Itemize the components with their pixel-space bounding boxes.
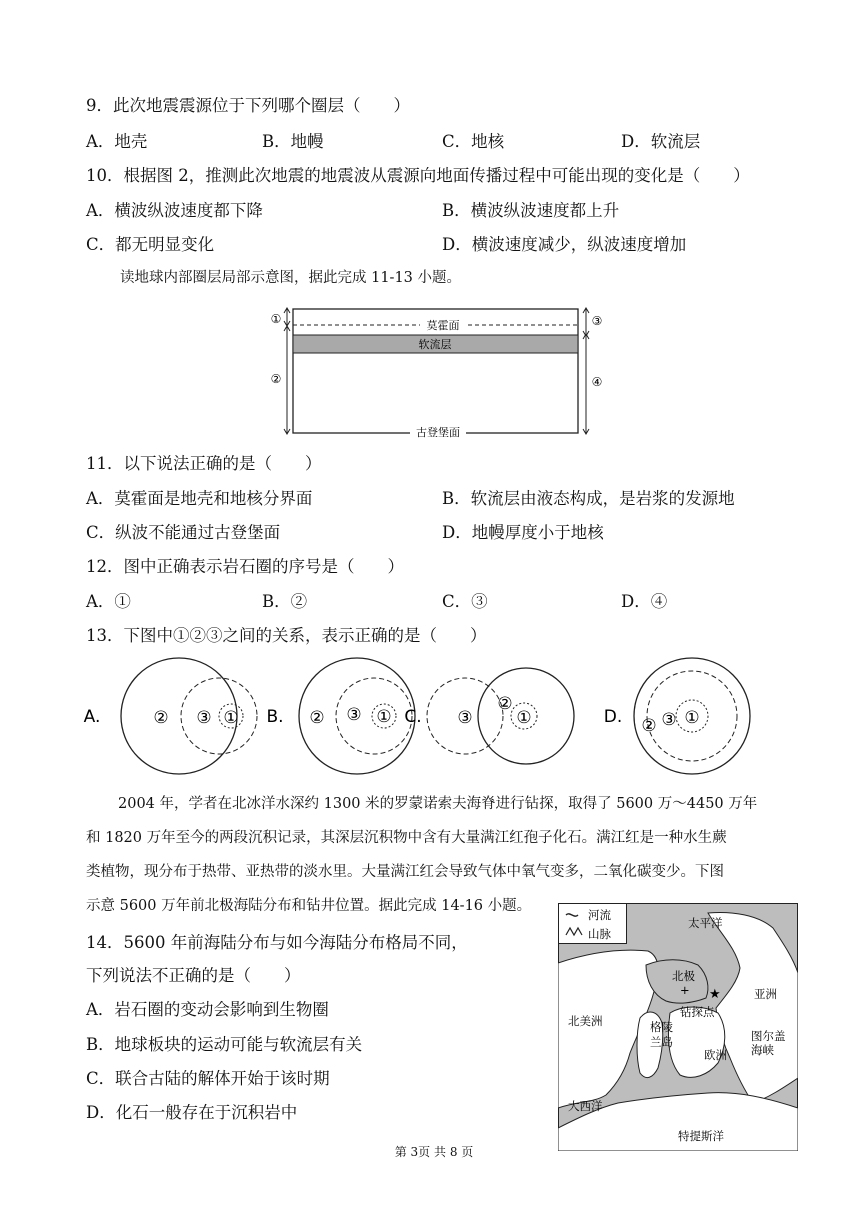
greenland-label-1: 格陵 — [650, 1020, 673, 1034]
q9-option-d: D．软流层 — [621, 132, 701, 151]
q10-option-c: C．都无明显变化 — [86, 235, 215, 254]
moho-label: 莫霍面 — [426, 319, 460, 332]
q13-stem: 13．下图中①②③之间的关系，表示正确的是（ ） — [86, 626, 487, 645]
q13-a-mark-2: ② — [153, 708, 169, 728]
q14-option-d: D．化石一般存在于沉积岩中 — [86, 1103, 298, 1122]
q9-stem: 9．此次地震震源位于下列哪个圈层（ ） — [86, 96, 410, 115]
q14-stem-line2: 下列说法不正确的是（ ） — [86, 966, 301, 985]
pacific-label: 太平洋 — [688, 916, 723, 930]
greenland-label-2: 兰岛 — [650, 1035, 673, 1049]
mark-2: ② — [270, 372, 282, 386]
q10-option-b: B．横波纵波速度都上升 — [442, 201, 620, 220]
page-footer: 第 3页 共 8 页 — [394, 1145, 474, 1159]
asia-label: 亚洲 — [754, 987, 777, 1001]
north-pole-label: 北极 — [672, 969, 695, 983]
q11-option-a: A．莫霍面是地壳和地核分界面 — [86, 489, 313, 508]
q9-option-c: C．地核 — [442, 132, 505, 151]
q13-a-mark-1: ① — [223, 708, 239, 728]
europe-label: 欧洲 — [704, 1048, 727, 1062]
tethys-label: 特提斯洋 — [678, 1129, 724, 1143]
earth-layer-diagram — [260, 300, 610, 440]
q13-circle-diagrams — [80, 655, 770, 780]
q13-b-mark-1: ① — [376, 707, 392, 727]
turgai-label-1: 图尔盖 — [751, 1029, 786, 1043]
q11-option-c: C．纵波不能通过古登堡面 — [86, 523, 281, 542]
q13-c-mark-2: ② — [497, 694, 513, 714]
passage-line-2: 和 1820 万年至今的两段沉积记录，其深层沉积物中含有大量满江红孢子化石。满江红是一种水生蕨 — [86, 830, 727, 846]
mark-1: ① — [270, 312, 282, 326]
q13-c-mark-1: ① — [516, 708, 532, 728]
q13-letter-d: D. — [603, 707, 623, 727]
q13-letter-a: A. — [83, 707, 101, 727]
q14-option-c: C．联合古陆的解体开始于该时期 — [86, 1069, 330, 1088]
q10-stem: 10．根据图 2，推测此次地震的地震波从震源向地面传播过程中可能出现的变化是（ ） — [86, 166, 750, 185]
q13-a-mark-3: ③ — [196, 708, 212, 728]
north-pole-plus-icon: + — [680, 983, 690, 997]
drill-star-icon: ★ — [709, 987, 721, 1002]
legend-mountain-label: 山脉 — [588, 927, 611, 941]
q13-b-mark-3: ③ — [346, 705, 362, 725]
arctic-paleo-map — [558, 903, 798, 1151]
legend-river-label: 河流 — [588, 908, 611, 922]
q13-d-mark-1: ① — [684, 708, 700, 728]
q14-option-b: B．地球板块的运动可能与软流层有关 — [86, 1035, 363, 1054]
q11-option-b: B．软流层由液态构成，是岩浆的发源地 — [442, 489, 735, 508]
q12-option-a: A．① — [86, 592, 131, 611]
drill-site-label: 钻探点 — [680, 1005, 715, 1019]
q14-option-a: A．岩石圈的变动会影响到生物圈 — [86, 1000, 329, 1019]
atlantic-label: 大西洋 — [568, 1099, 603, 1113]
north-america-label: 北美洲 — [568, 1014, 603, 1028]
q10-option-d: D．横波速度减少，纵波速度增加 — [442, 235, 687, 254]
q9-option-a: A．地壳 — [86, 132, 148, 151]
q11-stem: 11．以下说法正确的是（ ） — [86, 454, 322, 473]
q13-c-mark-3: ③ — [457, 708, 473, 728]
intro-11-13: 读地球内部圈层局部示意图，据此完成 11-13 小题。 — [120, 270, 462, 286]
passage-line-3: 类植物，现分布于热带、亚热带的淡水里。大量满江红会导致气体中氧气变多，二氧化碳变少。下图 — [86, 864, 724, 880]
q13-letter-b: B. — [266, 707, 284, 727]
asthenosphere-label: 软流层 — [418, 338, 452, 351]
passage-line-1: 2004 年，学者在北冰洋水深约 1300 米的罗蒙诺索夫海脊进行钻探，取得了 5600 万～4450 万年 — [118, 796, 758, 812]
q9-option-b: B．地幔 — [262, 132, 324, 151]
q13-d-mark-3: ③ — [661, 710, 677, 730]
passage-line-4: 示意 5600 万年前北极海陆分布和钻井位置。据此完成 14-16 小题。 — [86, 898, 532, 914]
q12-option-c: C．③ — [442, 592, 488, 611]
mark-3: ③ — [591, 314, 603, 328]
q12-option-d: D．④ — [621, 592, 668, 611]
q13-b-mark-2: ② — [309, 708, 325, 728]
q12-stem: 12．图中正确表示岩石圈的序号是（ ） — [86, 557, 404, 576]
q11-option-d: D．地幔厚度小于地核 — [442, 523, 604, 542]
mark-4: ④ — [591, 375, 603, 389]
q10-option-a: A．横波纵波速度都下降 — [86, 201, 263, 220]
q12-option-b: B．② — [262, 592, 308, 611]
q13-d-mark-2: ② — [641, 716, 657, 736]
q14-stem-line1: 14．5600 年前海陆分布与如今海陆分布格局不同， — [86, 933, 468, 952]
gutenberg-label: 古登堡面 — [416, 426, 460, 439]
q13-letter-c: C. — [404, 707, 422, 727]
turgai-label-2: 海峡 — [751, 1043, 774, 1057]
